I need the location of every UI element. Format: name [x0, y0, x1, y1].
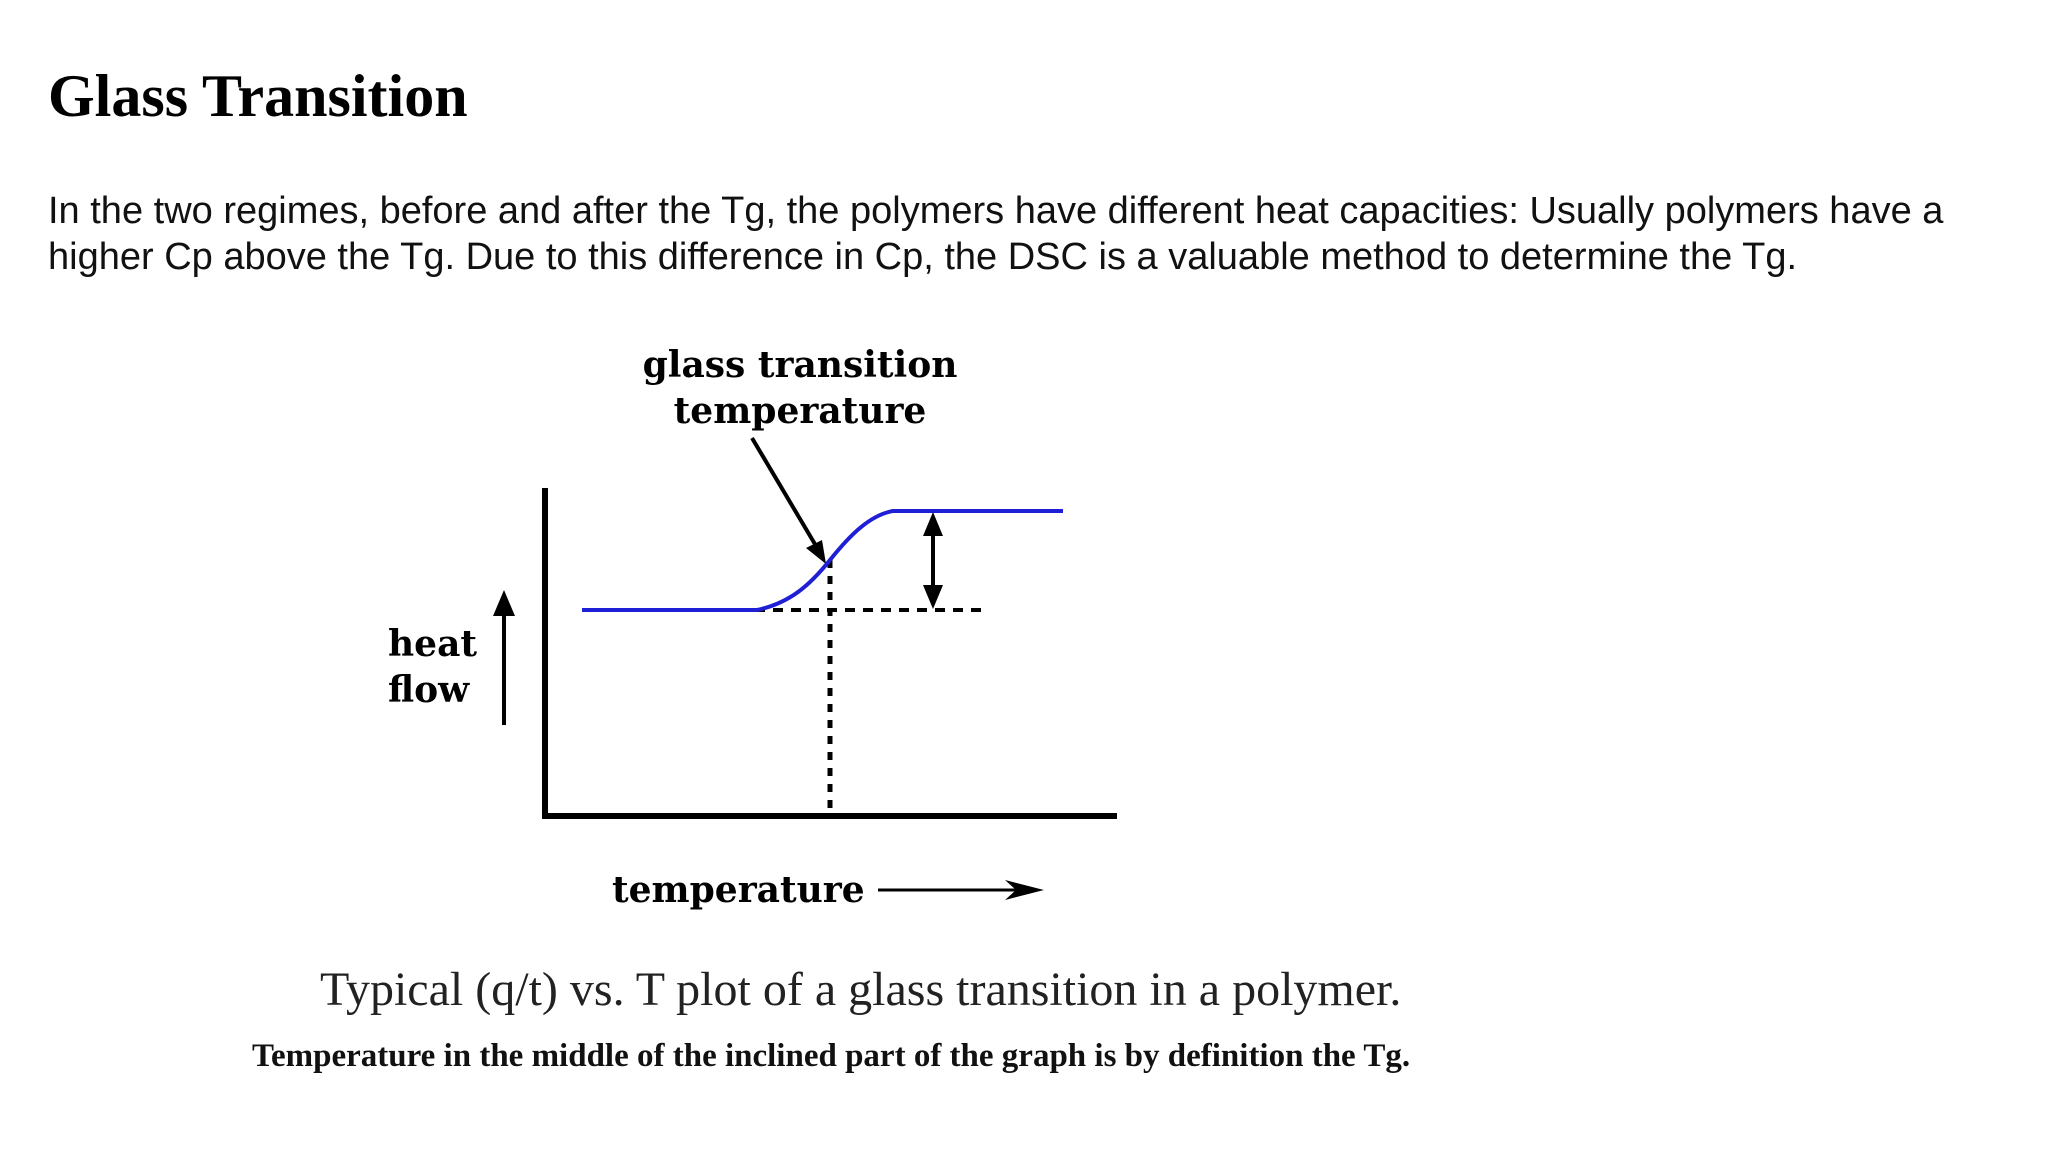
body-line-2: higher Cp above the Tg. Due to this difference in Cp, the DSC is a valuable method to determine the Tg.	[48, 236, 1798, 278]
y-direction-arrowhead	[493, 590, 515, 616]
delta-cp-arrowhead-bottom	[923, 585, 943, 609]
body-line-1: In the two regimes, before and after the Tg, the polymers have different heat capacities: Usually polymers have a	[48, 190, 1944, 232]
figure-note: Temperature in the middle of the inclined part of the graph is by definition the Tg.	[252, 1038, 1411, 1074]
tg-label-line-2: temperature	[673, 390, 927, 432]
tg-label-line-1: glass transition	[642, 344, 958, 386]
page-title: Glass Transition	[48, 63, 468, 129]
figure-caption: Typical (q/t) vs. T plot of a glass transition in a polymer.	[320, 963, 1402, 1016]
y-axis-label-line-2: flow	[388, 669, 470, 711]
y-axis-label-line-1: heat	[388, 623, 478, 665]
x-axis-label: temperature	[612, 869, 865, 911]
delta-cp-arrowhead-top	[923, 512, 943, 536]
tg-pointer-arrow	[752, 438, 822, 556]
tg-pointer-arrowhead	[806, 540, 826, 564]
